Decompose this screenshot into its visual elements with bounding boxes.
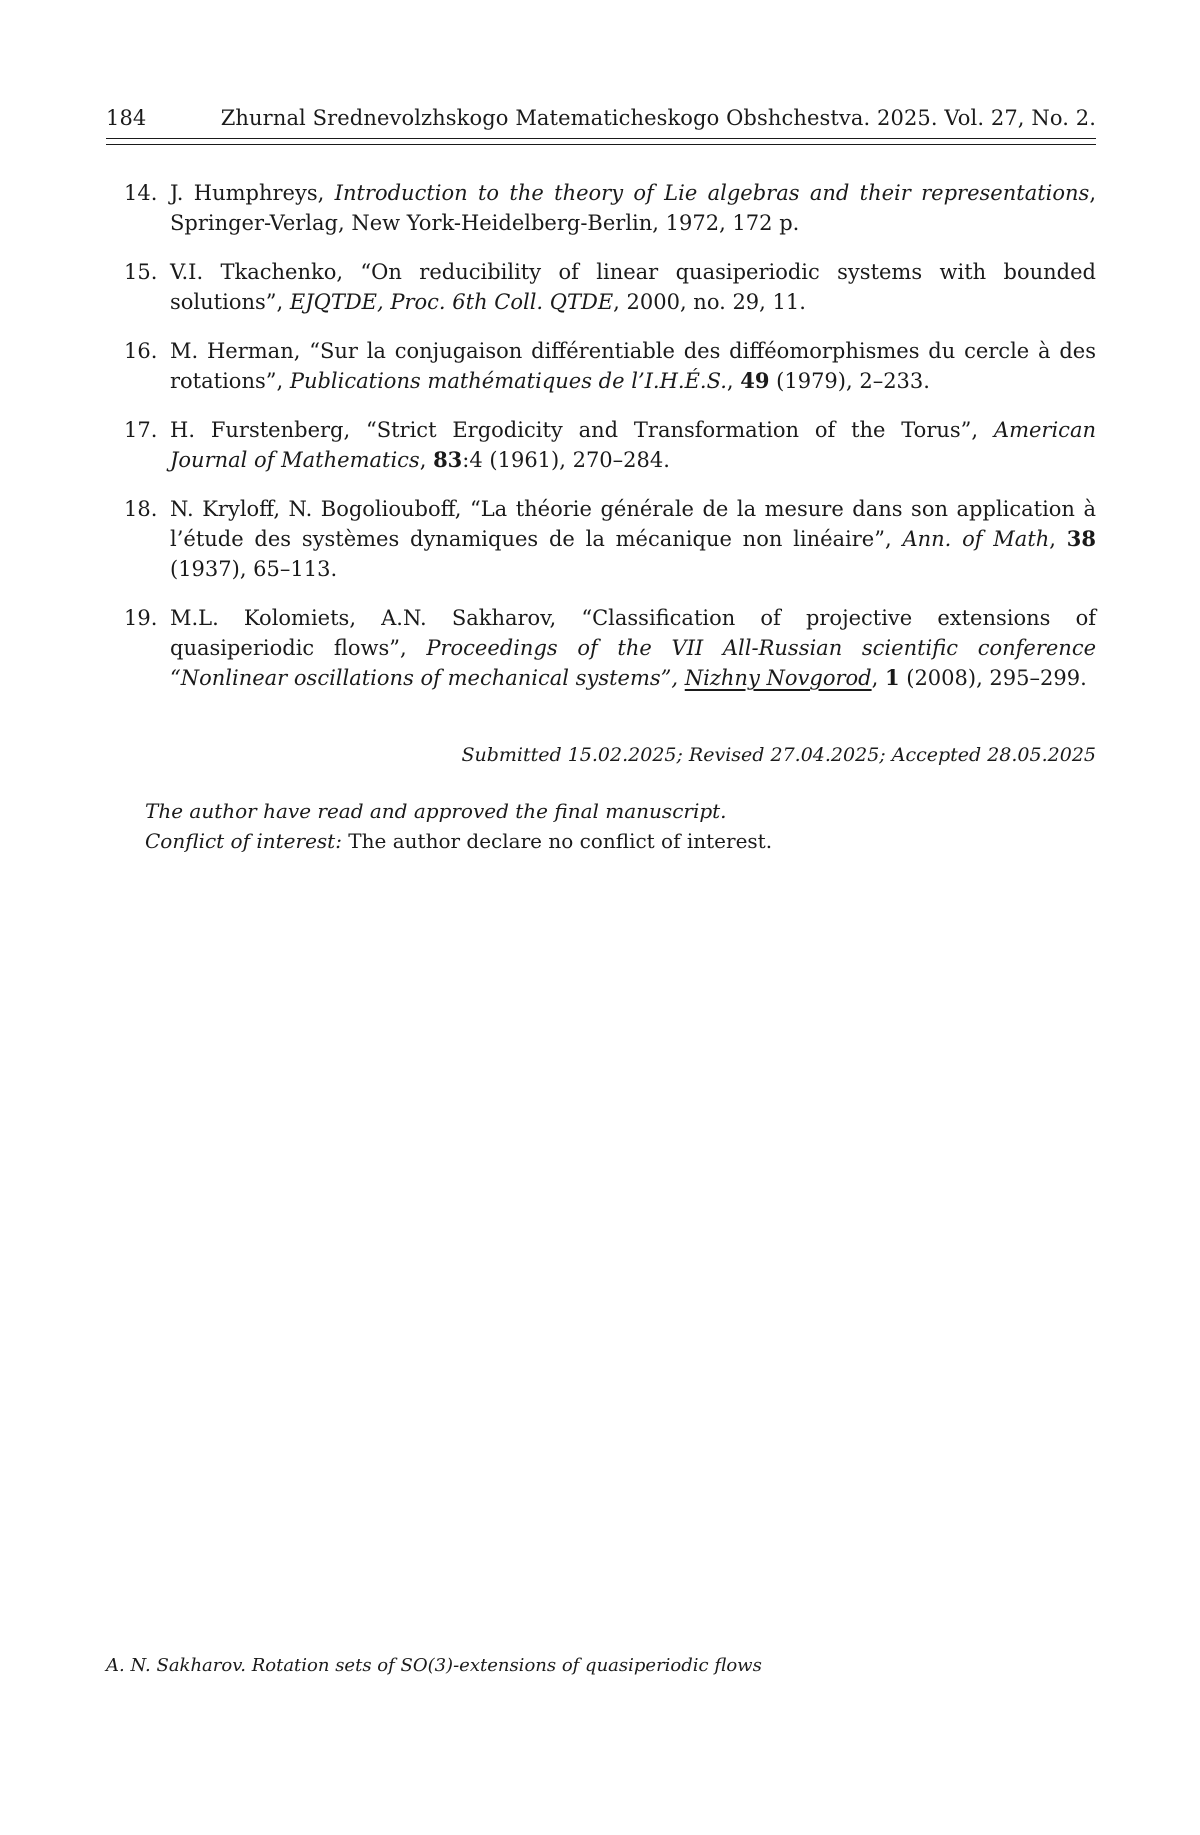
- reference-text: M.L. Kolomiets, A.N. Sakharov, “Classification of projective extensions of quasiperiodic flows”,: [170, 606, 1096, 660]
- reference-number: 15.: [124, 260, 158, 284]
- reference-text: H. Furstenberg, “Strict Ergodicity and Transformation of the Torus”,: [170, 418, 994, 442]
- reference-item: [124, 178, 1096, 238]
- reference-text: EJQTDE, Proc. 6th Coll. QTDE: [289, 290, 614, 314]
- conflict-statement: [145, 826, 1095, 856]
- reference-text: American Journal of Mathematics: [170, 418, 1096, 472]
- running-footer: A. N. Sakharov. Rotation sets of SO(3)-extensions of quasiperiodic flows: [106, 1655, 762, 1676]
- reference-text: :4 (1961), 270–284.: [462, 448, 670, 472]
- header-rule-top: [106, 138, 1096, 139]
- reference-text: 1: [884, 665, 900, 690]
- reference-number: 19.: [124, 606, 158, 630]
- approval-statement: The author have read and approved the final manuscript.: [145, 799, 727, 823]
- conflict-text: The author declare no conflict of interest.: [341, 829, 773, 853]
- reference-text: M. Herman, “Sur la conjugaison différentiable des difféomorphismes du cercle à des rotations”,: [170, 339, 1096, 393]
- reference-text: Publications mathématiques de l’I.H.É.S.: [289, 369, 727, 393]
- author-statements: [145, 796, 1095, 856]
- journal-title: Zhurnal Srednevolzhskogo Matematicheskogo Obshchestva. 2025. Vol. 27, No. 2.: [220, 106, 1096, 130]
- reference-text: Proceedings of the VII All-Russian scientific conference “Nonlinear oscillations of mechanical systems”,: [170, 636, 1097, 690]
- reference-number: 16.: [124, 339, 158, 363]
- reference-number: 14.: [124, 181, 158, 205]
- reference-text: V.I. Tkachenko, “On reducibility of linear quasiperiodic systems with bounded solutions”,: [170, 260, 1096, 314]
- reference-text: Introduction to the theory of Lie algebras and their representations: [334, 181, 1090, 205]
- reference-text: (2008), 295–299.: [899, 666, 1087, 690]
- reference-text: , 2000, no. 29, 11.: [613, 290, 806, 314]
- conflict-label: Conflict of interest:: [145, 829, 342, 853]
- reference-text: 83: [433, 447, 463, 472]
- reference-text: (1937), 65–113.: [170, 557, 338, 581]
- reference-text: J. Humphreys,: [170, 181, 335, 205]
- reference-text: ,: [419, 448, 434, 472]
- reference-item: [124, 336, 1096, 396]
- submission-dates: Submitted 15.02.2025; Revised 27.04.2025; Accepted 28.05.2025: [461, 744, 1096, 766]
- reference-number: 18.: [124, 497, 158, 521]
- reference-text: ,: [871, 666, 885, 690]
- reference-item: [124, 257, 1096, 317]
- running-head: [106, 106, 1096, 130]
- reference-text: ,: [726, 369, 741, 393]
- reference-list: [124, 178, 1096, 712]
- reference-text: Nizhny Novgorod: [684, 666, 872, 690]
- page-number: 184: [106, 106, 147, 130]
- reference-item: [124, 494, 1096, 584]
- reference-text: N. Kryloff, N. Bogoliouboff, “La théorie générale de la mesure dans son application à l’étude des systèmes dynamiques de la mécanique non linéaire”,: [170, 497, 1096, 551]
- reference-text: (1979), 2–233.: [769, 369, 930, 393]
- reference-item: [124, 415, 1096, 475]
- reference-item: [124, 603, 1096, 693]
- reference-text: ,: [1049, 527, 1067, 551]
- reference-number: 17.: [124, 418, 158, 442]
- reference-text: Ann. of Math: [902, 527, 1050, 551]
- reference-text: , Springer-Verlag, New York-Heidelberg-Berlin, 1972, 172 p.: [170, 181, 1096, 235]
- header-rule-bottom: [106, 144, 1096, 145]
- reference-text: 49: [740, 368, 770, 393]
- reference-text: 38: [1066, 526, 1096, 551]
